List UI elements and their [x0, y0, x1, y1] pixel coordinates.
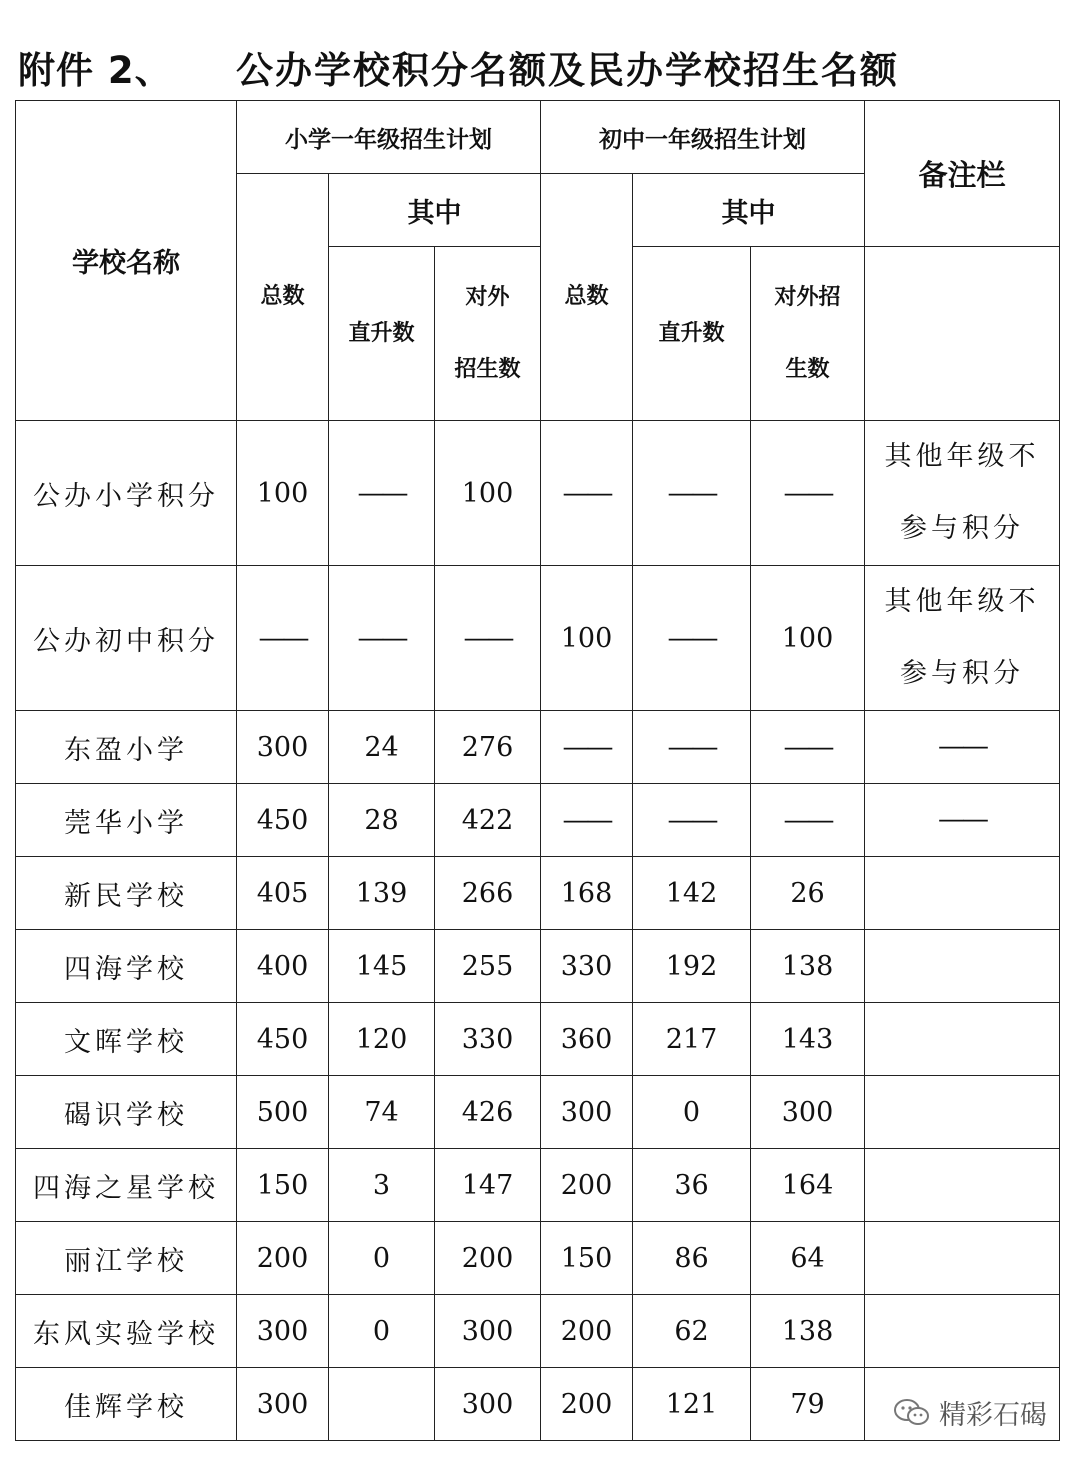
- header-primary-among: 其中: [329, 174, 541, 247]
- value-cell-p-ext: 422: [435, 784, 541, 857]
- value-cell-p-direct: 120: [329, 1003, 435, 1076]
- value-cell-p-ext: 255: [435, 930, 541, 1003]
- header-junior-among: 其中: [633, 174, 865, 247]
- value-cell-j-total: 200: [541, 1368, 633, 1441]
- value-cell-p-total: 300: [237, 711, 329, 784]
- value-cell-j-direct: 62: [633, 1295, 751, 1368]
- remarks-cell: [865, 1295, 1060, 1368]
- remarks-cell: [865, 1076, 1060, 1149]
- header-junior-plan: 初中一年级招生计划: [541, 101, 865, 174]
- value-cell-p-total: 450: [237, 1003, 329, 1076]
- school-name-cell: 丽江学校: [16, 1222, 237, 1295]
- table-row: [16, 1149, 1060, 1222]
- table-row: [16, 1222, 1060, 1295]
- value-cell-p-direct: ——: [329, 566, 435, 711]
- value-cell-j-ext: 100: [751, 566, 865, 711]
- remarks-cell: [865, 566, 1060, 711]
- watermark: [893, 1393, 1047, 1432]
- value-cell-p-direct: 0: [329, 1222, 435, 1295]
- remarks-line-1: ——: [938, 804, 987, 835]
- value-cell-p-direct: 0: [329, 1295, 435, 1368]
- value-cell-p-direct: 74: [329, 1076, 435, 1149]
- school-name-cell: 东风实验学校: [16, 1295, 237, 1368]
- remarks-cell: [865, 711, 1060, 784]
- value-cell-j-direct: ——: [633, 711, 751, 784]
- value-cell-p-ext: 300: [435, 1295, 541, 1368]
- header-primary-total: 总数: [237, 174, 329, 421]
- value-cell-j-total: 200: [541, 1295, 633, 1368]
- value-cell-j-total: 100: [541, 566, 633, 711]
- remarks-line-2: 参与积分: [900, 513, 1025, 544]
- value-cell-j-total: ——: [541, 421, 633, 566]
- wechat-icon: [893, 1398, 931, 1428]
- value-cell-p-ext: 330: [435, 1003, 541, 1076]
- remarks-line-2: 参与积分: [900, 658, 1025, 689]
- table-row: [16, 784, 1060, 857]
- value-cell-p-total: ——: [237, 566, 329, 711]
- value-cell-j-total: 360: [541, 1003, 633, 1076]
- value-cell-p-direct: [329, 1368, 435, 1441]
- table-row: [16, 1003, 1060, 1076]
- remarks-cell: [865, 421, 1060, 566]
- value-cell-p-direct: 24: [329, 711, 435, 784]
- school-name-cell: 公办初中积分: [16, 566, 237, 711]
- value-cell-p-total: 200: [237, 1222, 329, 1295]
- value-cell-j-direct: 192: [633, 930, 751, 1003]
- value-cell-j-ext: 143: [751, 1003, 865, 1076]
- value-cell-p-ext: ——: [435, 566, 541, 711]
- school-name-cell: 文晖学校: [16, 1003, 237, 1076]
- enrollment-table: [15, 100, 1060, 1441]
- value-cell-j-total: 300: [541, 1076, 633, 1149]
- header-primary-direct: 直升数: [329, 247, 435, 421]
- value-cell-j-direct: 121: [633, 1368, 751, 1441]
- value-cell-p-direct: 3: [329, 1149, 435, 1222]
- value-cell-j-ext: ——: [751, 421, 865, 566]
- school-name-cell: 莞华小学: [16, 784, 237, 857]
- value-cell-j-direct: 0: [633, 1076, 751, 1149]
- header-primary-plan: 小学一年级招生计划: [237, 101, 541, 174]
- header-school-name: 学校名称: [16, 101, 237, 421]
- header-remarks: 备注栏: [865, 101, 1060, 247]
- value-cell-j-direct: 86: [633, 1222, 751, 1295]
- value-cell-j-direct: ——: [633, 784, 751, 857]
- value-cell-p-total: 500: [237, 1076, 329, 1149]
- value-cell-p-ext: 147: [435, 1149, 541, 1222]
- remarks-line-1: ——: [938, 731, 987, 762]
- value-cell-p-direct: 139: [329, 857, 435, 930]
- value-cell-p-ext: 426: [435, 1076, 541, 1149]
- value-cell-j-direct: 142: [633, 857, 751, 930]
- value-cell-j-ext: 26: [751, 857, 865, 930]
- school-name-cell: 佳辉学校: [16, 1368, 237, 1441]
- school-name-cell: 碣识学校: [16, 1076, 237, 1149]
- value-cell-p-total: 405: [237, 857, 329, 930]
- table-row: [16, 566, 1060, 711]
- value-cell-j-ext: 138: [751, 1295, 865, 1368]
- table-row: [16, 857, 1060, 930]
- value-cell-j-direct: 36: [633, 1149, 751, 1222]
- value-cell-p-total: 450: [237, 784, 329, 857]
- value-cell-j-total: 150: [541, 1222, 633, 1295]
- value-cell-p-total: 400: [237, 930, 329, 1003]
- remarks-cell: [865, 930, 1060, 1003]
- table-row: [16, 1076, 1060, 1149]
- value-cell-j-total: 168: [541, 857, 633, 930]
- header-junior-direct: 直升数: [633, 247, 751, 421]
- school-name-cell: 公办小学积分: [16, 421, 237, 566]
- header-remarks-blank: [865, 247, 1060, 421]
- document-title: [18, 36, 1058, 92]
- value-cell-j-ext: 138: [751, 930, 865, 1003]
- remarks-cell: [865, 857, 1060, 930]
- school-name-cell: 四海之星学校: [16, 1149, 237, 1222]
- value-cell-p-direct: 145: [329, 930, 435, 1003]
- value-cell-j-total: 200: [541, 1149, 633, 1222]
- value-cell-j-ext: ——: [751, 711, 865, 784]
- value-cell-p-total: 100: [237, 421, 329, 566]
- header-junior-external: 对外招 生数: [751, 247, 865, 421]
- value-cell-p-direct: ——: [329, 421, 435, 566]
- value-cell-j-total: ——: [541, 784, 633, 857]
- remarks-line-1: 其他年级不: [884, 441, 1040, 472]
- value-cell-p-total: 300: [237, 1368, 329, 1441]
- table-row: [16, 930, 1060, 1003]
- value-cell-p-direct: 28: [329, 784, 435, 857]
- remarks-cell: [865, 784, 1060, 857]
- value-cell-j-direct: ——: [633, 566, 751, 711]
- value-cell-j-total: ——: [541, 711, 633, 784]
- remarks-cell: [865, 1222, 1060, 1295]
- value-cell-j-total: 330: [541, 930, 633, 1003]
- value-cell-p-ext: 266: [435, 857, 541, 930]
- value-cell-p-total: 300: [237, 1295, 329, 1368]
- school-name-cell: 新民学校: [16, 857, 237, 930]
- value-cell-p-ext: 300: [435, 1368, 541, 1441]
- header-primary-external: 对外 招生数: [435, 247, 541, 421]
- watermark-text: 精彩石碣: [939, 1400, 1047, 1431]
- value-cell-j-ext: ——: [751, 784, 865, 857]
- value-cell-j-ext: 79: [751, 1368, 865, 1441]
- title-prefix: 附件 2、: [18, 49, 173, 92]
- table-row: [16, 1295, 1060, 1368]
- value-cell-j-ext: 300: [751, 1076, 865, 1149]
- remarks-cell: [865, 1003, 1060, 1076]
- value-cell-j-ext: 164: [751, 1149, 865, 1222]
- remarks-line-1: 其他年级不: [884, 586, 1040, 617]
- value-cell-p-ext: 276: [435, 711, 541, 784]
- value-cell-j-direct: 217: [633, 1003, 751, 1076]
- table-row: [16, 421, 1060, 566]
- value-cell-j-ext: 64: [751, 1222, 865, 1295]
- title-main: 公办学校积分名额及民办学校招生名额: [236, 49, 899, 92]
- school-name-cell: 四海学校: [16, 930, 237, 1003]
- school-name-cell: 东盈小学: [16, 711, 237, 784]
- header-junior-total: 总数: [541, 174, 633, 421]
- value-cell-p-ext: 100: [435, 421, 541, 566]
- remarks-cell: [865, 1149, 1060, 1222]
- table-row: [16, 711, 1060, 784]
- value-cell-j-direct: ——: [633, 421, 751, 566]
- value-cell-p-ext: 200: [435, 1222, 541, 1295]
- value-cell-p-total: 150: [237, 1149, 329, 1222]
